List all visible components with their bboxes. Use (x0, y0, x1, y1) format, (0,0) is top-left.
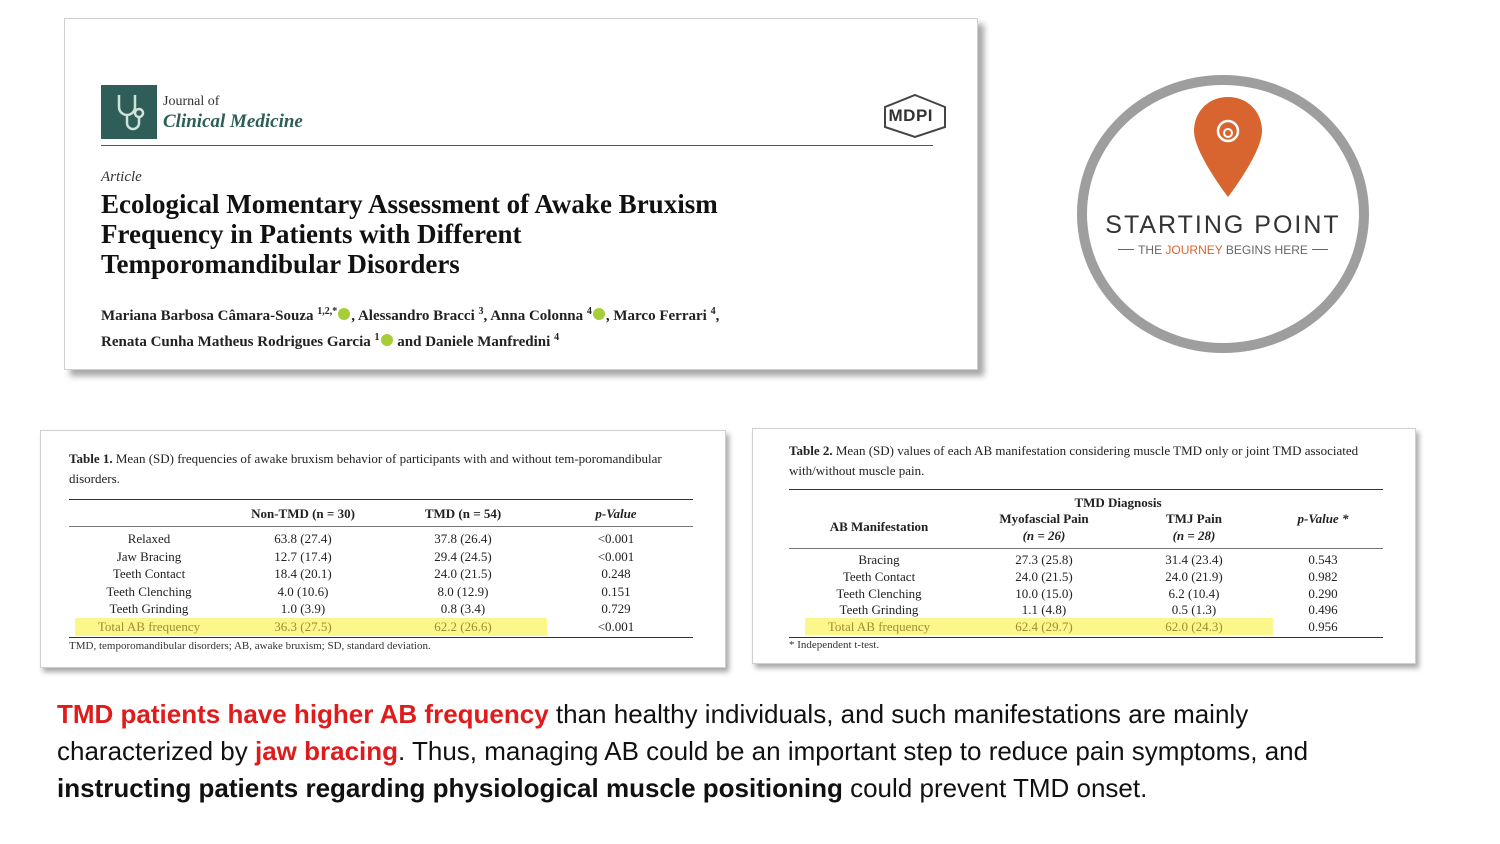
badge-title: STARTING POINT (1105, 211, 1341, 239)
table1-cell: 37.8 (26.4) (434, 531, 492, 546)
journal-logo (101, 85, 303, 139)
article-header-card (64, 18, 978, 370)
table1-cell: 0.729 (601, 601, 631, 617)
table1-cell: 63.8 (27.4) (274, 531, 332, 546)
author-list: Mariana Barbosa Câmara-Souza $^{1,2,*}$ , Alessandro Bracci $^3$, Anna Colonna $^4$ , Marco Ferrari $^4$, Renata Cunha Matheus Rodrigues Garcia $^1$ and Daniele Manfredini $^4$ (101, 306, 720, 350)
table1-cell: 62.2 (26.6) (434, 619, 492, 634)
table2-cell: 0.956 (1308, 619, 1338, 635)
table2-cell: Teeth Clenching (836, 585, 922, 601)
table2-header-pvalue: p-Value * (1297, 511, 1349, 526)
table1-cell: 0.8 (3.4) (440, 601, 486, 617)
table1-cell: Teeth Contact (112, 566, 186, 582)
table1-header-tmd: TMD (n = 54) (424, 506, 502, 521)
table2-cell: 24.0 (21.9) (1165, 568, 1223, 584)
table2-cell: 0.5 (1.3) (1171, 602, 1217, 618)
table1-cell: Teeth Grinding (109, 601, 189, 617)
table2-group-header: TMD Diagnosis (1074, 495, 1162, 510)
table2-header-myofascial: Myofascial Pain (999, 511, 1089, 526)
table1-header-pvalue: p-Value (595, 506, 637, 521)
badge-subtitle: THE JOURNEY BEGINS HERE (1087, 243, 1359, 257)
orcid-icon[interactable] (593, 308, 605, 320)
table1-card (40, 430, 726, 668)
header-divider (101, 145, 933, 146)
table1-cell: 4.0 (10.6) (277, 583, 329, 599)
table2-cell: 62.4 (29.7) (1015, 619, 1073, 635)
title-line-3: Temporomandibular Disorders (101, 249, 460, 279)
article-type: Article (101, 169, 142, 185)
table2-header-tmj-n: (n = 28) (1172, 528, 1216, 543)
table2-cell: Bracing (858, 552, 900, 567)
table1-cell: Relaxed (127, 531, 171, 546)
table1-cell: 24.0 (21.5) (434, 566, 492, 582)
map-pin-icon (1192, 95, 1264, 199)
table2-header-myofascial-n: (n = 26) (1022, 528, 1066, 543)
table1-cell: 12.7 (17.4) (274, 548, 332, 564)
table1-cell: 18.4 (20.1) (274, 566, 332, 582)
table2-cell: 10.0 (15.0) (1015, 585, 1073, 601)
table2-cell: Total AB frequency (827, 619, 931, 635)
table1-cell: 0.248 (601, 566, 631, 582)
table2-cell: 62.0 (24.3) (1165, 619, 1223, 635)
summary-text (57, 696, 1457, 807)
title-line-2: Frequency in Patients with Different (101, 219, 522, 249)
orcid-icon[interactable] (338, 308, 350, 320)
author-affiliation: 4 (710, 306, 716, 317)
table1-cell: 0.151 (601, 583, 631, 599)
table1-cell: <0.001 (597, 619, 635, 634)
author-affiliation: 4 (586, 306, 592, 317)
starting-point-badge (1077, 75, 1369, 353)
table2-cell: 0.543 (1308, 552, 1338, 567)
table2-cell: Teeth Contact (842, 568, 916, 584)
stethoscope-icon (101, 85, 157, 139)
author-name: Renata Cunha Matheus Rodrigues Garcia (101, 334, 375, 350)
table1-footnote: TMD, temporomandibular disorders; AB, awake bruxism; SD, standard deviation. (69, 640, 431, 652)
table1-cell: <0.001 (597, 548, 635, 564)
table2-header-manifestation: AB Manifestation (829, 519, 929, 534)
table1-caption: Table 1. Mean (SD) frequencies of awake bruxism behavior of participants with and without tem-poromandibular disorders. (69, 451, 662, 486)
author-name: Anna Colonna (490, 308, 587, 324)
summary-line-2: characterized by jaw bracing. Thus, managing AB could be an important step to reduce pain symptoms, and (57, 736, 1309, 766)
title-line-1: Ecological Momentary Assessment of Awake Bruxism (101, 189, 718, 219)
author-name: Mariana Barbosa Câmara-Souza (101, 308, 318, 324)
journal-name-line2: Clinical Medicine (163, 111, 303, 132)
table1-cell: 8.0 (12.9) (437, 583, 489, 599)
table2-cell: 0.290 (1308, 585, 1338, 601)
table2-cell: 1.1 (4.8) (1021, 602, 1067, 618)
table1-cell: 29.4 (24.5) (434, 548, 492, 564)
table1-header-nontmd: Non-TMD (n = 30) (251, 506, 355, 521)
author-name: Daniele Manfredini (425, 334, 555, 350)
table1-cell: Total AB frequency (97, 619, 201, 634)
table1-cell: Teeth Clenching (106, 583, 192, 599)
table2-cell: 6.2 (10.4) (1168, 585, 1220, 601)
author-affiliation: 4 (554, 332, 560, 343)
table2-header-tmj: TMJ Pain (1166, 511, 1222, 526)
table1-cell: 36.3 (27.5) (274, 619, 332, 634)
table1-cell: Jaw Bracing (116, 548, 182, 564)
author-affiliation: 1,2,* (317, 306, 338, 317)
table1-cell: 1.0 (3.9) (280, 601, 326, 617)
table2-cell: 24.0 (21.5) (1015, 568, 1073, 584)
table2-cell: 0.982 (1308, 568, 1338, 584)
author-name: Marco Ferrari (613, 308, 711, 324)
journal-name-line1: Journal of (163, 94, 220, 109)
table2-cell: Teeth Grinding (839, 602, 919, 618)
publisher-logo (881, 93, 934, 139)
author-name: Alessandro Bracci (357, 308, 479, 324)
summary-line-1: TMD patients have higher AB frequency than healthy individuals, and such manifestations are mainly (57, 699, 1249, 729)
table2-cell: 31.4 (23.4) (1165, 552, 1223, 567)
table2-cell: 0.496 (1308, 602, 1338, 618)
author-affiliation: 1 (374, 332, 380, 343)
summary-line-3: instructing patients regarding physiological muscle positioning could prevent TMD onset. (57, 773, 1148, 803)
table1-cell: <0.001 (597, 531, 635, 546)
table2-footnote: * Independent t-test. (789, 639, 880, 651)
table2-card (752, 428, 1416, 664)
table2-cell: 27.3 (25.8) (1015, 552, 1073, 567)
publisher-name: MDPI (888, 106, 933, 125)
orcid-icon[interactable] (381, 334, 393, 346)
author-affiliation: 3 (478, 306, 484, 317)
article-title (101, 189, 861, 279)
table2-caption: Table 2. Mean (SD) values of each AB manifestation considering muscle TMD only or joint TMD associated with/without muscle pain. (789, 443, 1359, 478)
